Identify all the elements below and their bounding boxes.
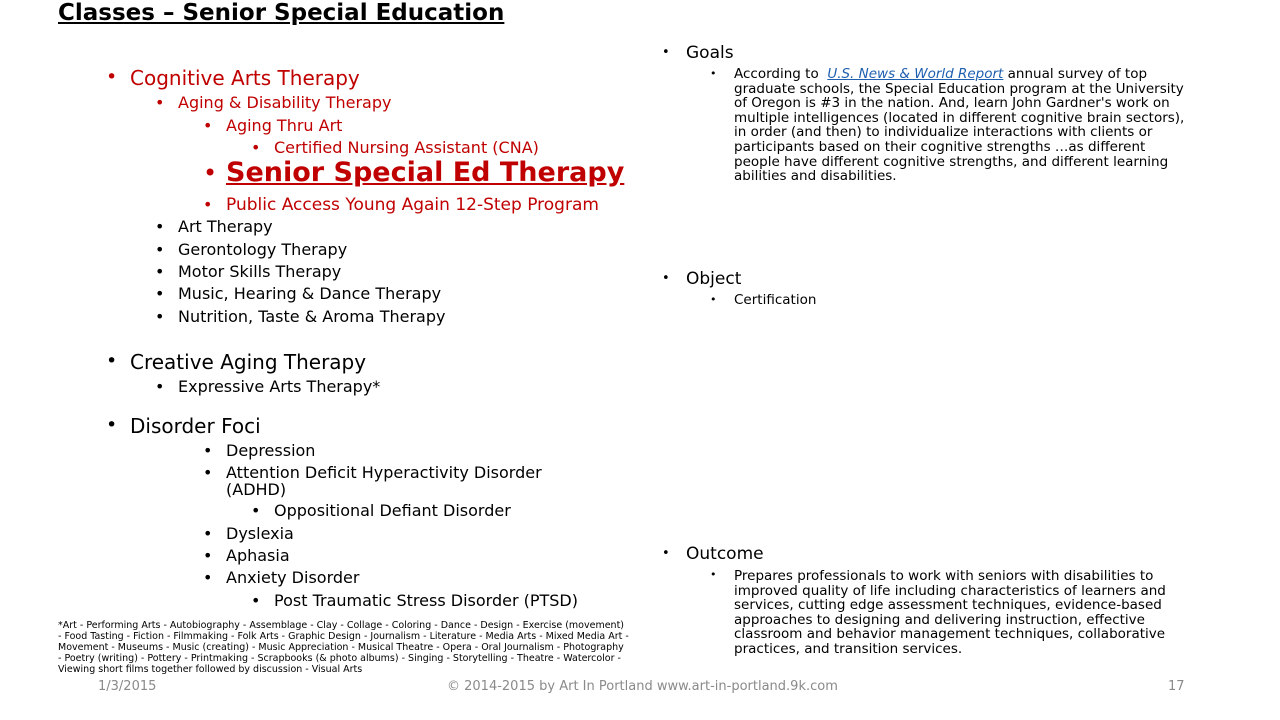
bullet-icon: •	[203, 568, 213, 587]
source-link[interactable]: U.S. News & World Report	[827, 66, 1004, 82]
bullet-icon: •	[155, 284, 165, 303]
list-item: • Public Access Young Again 12-Step Program	[203, 195, 599, 215]
bullet-icon: •	[251, 591, 261, 610]
bullet-icon: •	[106, 66, 118, 88]
list-item: • Cognitive Arts Therapy	[106, 66, 360, 90]
bullet-icon: •	[203, 463, 213, 482]
bullet-icon: •	[155, 307, 165, 326]
list-item-continuation: (ADHD)	[226, 480, 287, 499]
bullet-icon: •	[662, 45, 670, 60]
bullet-icon: •	[106, 414, 118, 436]
footer-page-number: 17	[1168, 679, 1185, 694]
list-item: • Attention Deficit Hyperactivity Disorder	[203, 463, 542, 482]
bullet-icon: •	[155, 93, 165, 112]
bullet-icon: •	[662, 546, 670, 561]
bullet-icon: •	[155, 377, 165, 396]
list-item: • Dyslexia	[203, 524, 294, 543]
list-item: • Post Traumatic Stress Disorder (PTSD)	[251, 591, 578, 610]
list-item: • Depression	[203, 441, 316, 460]
outcome-heading: Outcome	[686, 544, 764, 564]
list-item: • Nutrition, Taste & Aroma Therapy	[155, 307, 446, 326]
bullet-icon: •	[251, 138, 261, 157]
bullet-icon: •	[662, 271, 670, 286]
list-item: • Expressive Arts Therapy*	[155, 377, 381, 396]
list-item: • Senior Special Ed Therapy	[203, 157, 625, 188]
bullet-icon: •	[203, 195, 213, 214]
bullet-icon: •	[710, 293, 717, 306]
list-item: • Music, Hearing & Dance Therapy	[155, 284, 442, 303]
bullet-icon: •	[710, 568, 717, 581]
bullet-icon: •	[710, 67, 717, 80]
bullet-icon: •	[203, 524, 213, 543]
list-item: • Motor Skills Therapy	[155, 262, 342, 281]
object-item: Certification	[734, 292, 817, 308]
footnote: *Art - Performing Arts - Autobiography - Assemblage - Clay - Collage - Coloring - Dance - Design - Exercise (movement) - Food Tasting - Fiction - Filmmaking - Folk Arts - Graphic Design - Journalism - Literature - Media Arts - Mixed Media Art - Movement - Museums - Music (creating) - Music Appreciation - Musical Theatre - Opera - Oral Journalism - Photography - Poetry (writing) - Pottery - Printmaking - Scrapbooks (& photo albums) - Singing - Storytelling - Theatre - Watercolor - Viewing short films together followed by discussion - Visual Arts	[58, 620, 629, 675]
outcome-text: Prepares professionals to work with seniors with disabilities to improved quality of life including characteristics of learners and services, cutting edge assessment techniques, evidence-based approaches to designing and delivering instruction, effective classroom and behavior management techniques, collaborative practices, and transition services.	[734, 568, 1166, 657]
bullet-icon: •	[203, 441, 213, 460]
list-item: • Gerontology Therapy	[155, 240, 348, 259]
goals-heading: Goals	[686, 43, 734, 63]
footer-date: 1/3/2015	[98, 679, 157, 694]
bullet-icon: •	[251, 501, 261, 520]
object-heading: Object	[686, 269, 742, 289]
list-item: • Creative Aging Therapy	[106, 350, 367, 374]
bullet-icon: •	[106, 350, 118, 372]
bullet-icon: •	[203, 159, 218, 187]
list-item: • Aphasia	[203, 546, 290, 565]
list-item: • Aging Thru Art	[203, 116, 343, 135]
bullet-icon: •	[203, 116, 213, 135]
list-item: • Aging & Disability Therapy	[155, 93, 392, 112]
list-item: • Anxiety Disorder	[203, 568, 360, 587]
bullet-icon: •	[203, 546, 213, 565]
list-item: • Art Therapy	[155, 217, 273, 236]
slide-title: Classes – Senior Special Education	[58, 0, 505, 26]
list-item: • Disorder Foci	[106, 414, 261, 438]
list-item: • Oppositional Defiant Disorder	[251, 501, 511, 520]
bullet-icon: •	[155, 217, 165, 236]
bullet-icon: •	[155, 262, 165, 281]
bullet-icon: •	[155, 240, 165, 259]
list-item: • Certified Nursing Assistant (CNA)	[251, 138, 539, 157]
footer-copyright: © 2014-2015 by Art In Portland www.art-in-portland.9k.com	[447, 679, 838, 694]
goals-text: According to U.S. News & World Report annual survey of top graduate schools, the Special Education program at the University of Oregon is #3 in the nation. And, learn John Gardner's work on multiple intelligences (located in different cognitive brain sectors), in order (and then) to individualize interactions with clients or participants based on their cognitive strengths …as different people have different cognitive strengths, and different learning abilities and disabilities.	[734, 66, 1185, 185]
